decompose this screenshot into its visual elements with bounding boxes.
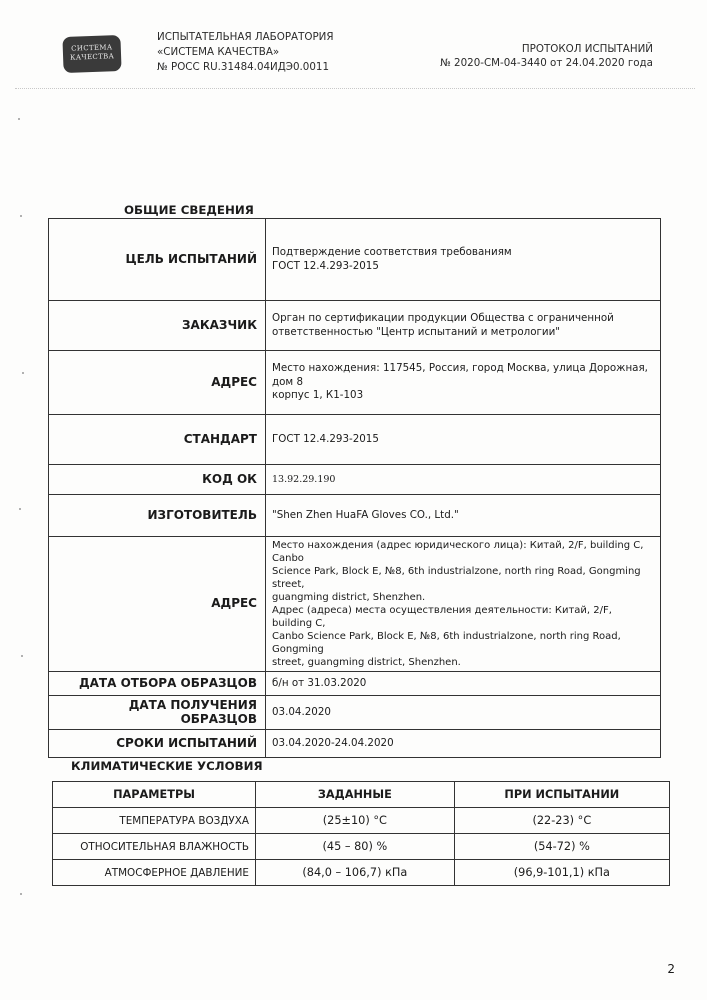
lab-name: ИСПЫТАТЕЛЬНАЯ ЛАБОРАТОРИЯ bbox=[157, 31, 334, 43]
info-label: ДАТА ПОЛУЧЕНИЯ ОБРАЗЦОВ bbox=[49, 696, 266, 730]
info-label: КОД ОК bbox=[49, 465, 266, 495]
value-line: Адрес (адреса) места осуществления деятельности: Китай, 2/F, building C, bbox=[272, 605, 612, 629]
parameter-name: АТМОСФЕРНОЕ ДАВЛЕНИЕ bbox=[53, 860, 256, 886]
lab-brand: «СИСТЕМА КАЧЕСТВА» bbox=[157, 46, 280, 58]
climate-table bbox=[52, 781, 670, 886]
info-row-purpose bbox=[49, 219, 661, 301]
scan-speck bbox=[21, 655, 23, 657]
climate-title: КЛИМАТИЧЕСКИЕ УСЛОВИЯ bbox=[71, 759, 263, 773]
info-row-manufacturer-address bbox=[49, 537, 661, 672]
info-row-sampling-date bbox=[49, 672, 661, 696]
info-value bbox=[266, 219, 661, 301]
info-value: ГОСТ 12.4.293-2015 bbox=[266, 415, 661, 465]
specified-value: (25±10) °С bbox=[256, 808, 455, 834]
info-row-customer-address bbox=[49, 351, 661, 415]
scan-speck bbox=[19, 508, 21, 510]
logo-line-1: СИСТЕМА bbox=[71, 43, 113, 53]
climate-header-row bbox=[53, 782, 670, 808]
info-label: ИЗГОТОВИТЕЛЬ bbox=[49, 495, 266, 537]
climate-row-humidity bbox=[53, 834, 670, 860]
specified-value: (45 – 80) % bbox=[256, 834, 455, 860]
info-value bbox=[266, 351, 661, 415]
specified-value: (84,0 – 106,7) кПа bbox=[256, 860, 455, 886]
measured-value: (96,9-101,1) кПа bbox=[454, 860, 669, 886]
info-value bbox=[266, 301, 661, 351]
parameter-name: ОТНОСИТЕЛЬНАЯ ВЛАЖНОСТЬ bbox=[53, 834, 256, 860]
info-row-manufacturer bbox=[49, 495, 661, 537]
value-line: Подтверждение соответствия требованиям bbox=[272, 246, 512, 258]
info-label: СРОКИ ИСПЫТАНИЙ bbox=[49, 730, 266, 758]
info-label: АДРЕС bbox=[49, 537, 266, 672]
value-line: ответственностью "Центр испытаний и метрологии" bbox=[272, 325, 561, 338]
value-line: street, guangming district, Shenzhen. bbox=[272, 657, 461, 668]
value-line: Canbo Science Park, Block E, №8, 6th industrialzone, north ring Road, Gongming bbox=[272, 631, 621, 655]
lab-accreditation: № РОСС RU.31484.04ИДЭ0.0011 bbox=[157, 61, 330, 73]
measured-value: (22-23) °С bbox=[454, 808, 669, 834]
page-number: 2 bbox=[667, 962, 675, 976]
protocol-title: ПРОТОКОЛ ИСПЫТАНИЙ bbox=[521, 43, 653, 55]
scan-speck bbox=[20, 215, 22, 217]
col-header-during-test: ПРИ ИСПЫТАНИИ bbox=[454, 782, 669, 808]
info-label: АДРЕС bbox=[49, 351, 266, 415]
info-value: б/н от 31.03.2020 bbox=[266, 672, 661, 696]
info-value: 03.04.2020 bbox=[266, 696, 661, 730]
value-line: ГОСТ 12.4.293-2015 bbox=[272, 259, 379, 272]
info-value: 13.92.29.190 bbox=[266, 465, 661, 495]
value-line: guangming district, Shenzhen. bbox=[272, 592, 426, 603]
value-line: корпус 1, К1-103 bbox=[272, 389, 364, 402]
scan-speck bbox=[18, 118, 20, 120]
scan-speck bbox=[20, 893, 22, 895]
protocol-info bbox=[440, 42, 653, 70]
protocol-number: № 2020-СМ-04-3440 от 24.04.2020 года bbox=[440, 57, 653, 69]
info-row-standard bbox=[49, 415, 661, 465]
measured-value: (54-72) % bbox=[454, 834, 669, 860]
general-info-table bbox=[48, 218, 661, 758]
col-header-parameters: ПАРАМЕТРЫ bbox=[53, 782, 256, 808]
info-value bbox=[266, 537, 661, 672]
general-info-title: ОБЩИЕ СВЕДЕНИЯ bbox=[124, 203, 254, 217]
info-row-ok-code bbox=[49, 465, 661, 495]
info-row-customer bbox=[49, 301, 661, 351]
info-label: ЦЕЛЬ ИСПЫТАНИЙ bbox=[49, 219, 266, 301]
value-line: Место нахождения: 117545, Россия, город Москва, улица Дорожная, дом 8 bbox=[272, 362, 648, 388]
info-label: ДАТА ОТБОРА ОБРАЗЦОВ bbox=[49, 672, 266, 696]
lab-info bbox=[157, 30, 334, 75]
header-divider bbox=[15, 88, 695, 89]
climate-row-temperature bbox=[53, 808, 670, 834]
value-line: Science Park, Block E, №8, 6th industrialzone, north ring Road, Gongming street, bbox=[272, 566, 641, 590]
info-label: СТАНДАРТ bbox=[49, 415, 266, 465]
info-value: 03.04.2020-24.04.2020 bbox=[266, 730, 661, 758]
info-label: ЗАКАЗЧИК bbox=[49, 301, 266, 351]
climate-row-pressure bbox=[53, 860, 670, 886]
info-value: "Shen Zhen HuaFA Gloves CO., Ltd." bbox=[266, 495, 661, 537]
col-header-specified: ЗАДАННЫЕ bbox=[256, 782, 455, 808]
logo-line-2: КАЧЕСТВА bbox=[69, 52, 115, 62]
parameter-name: ТЕМПЕРАТУРА ВОЗДУХА bbox=[53, 808, 256, 834]
info-row-test-period bbox=[49, 730, 661, 758]
lab-logo bbox=[62, 35, 121, 73]
value-line: Место нахождения (адрес юридического лица): Китай, 2/F, building C, Canbo bbox=[272, 540, 644, 564]
value-line: Орган по сертификации продукции Общества с ограниченной bbox=[272, 312, 614, 324]
info-row-receipt-date bbox=[49, 696, 661, 730]
scan-speck bbox=[22, 372, 24, 374]
